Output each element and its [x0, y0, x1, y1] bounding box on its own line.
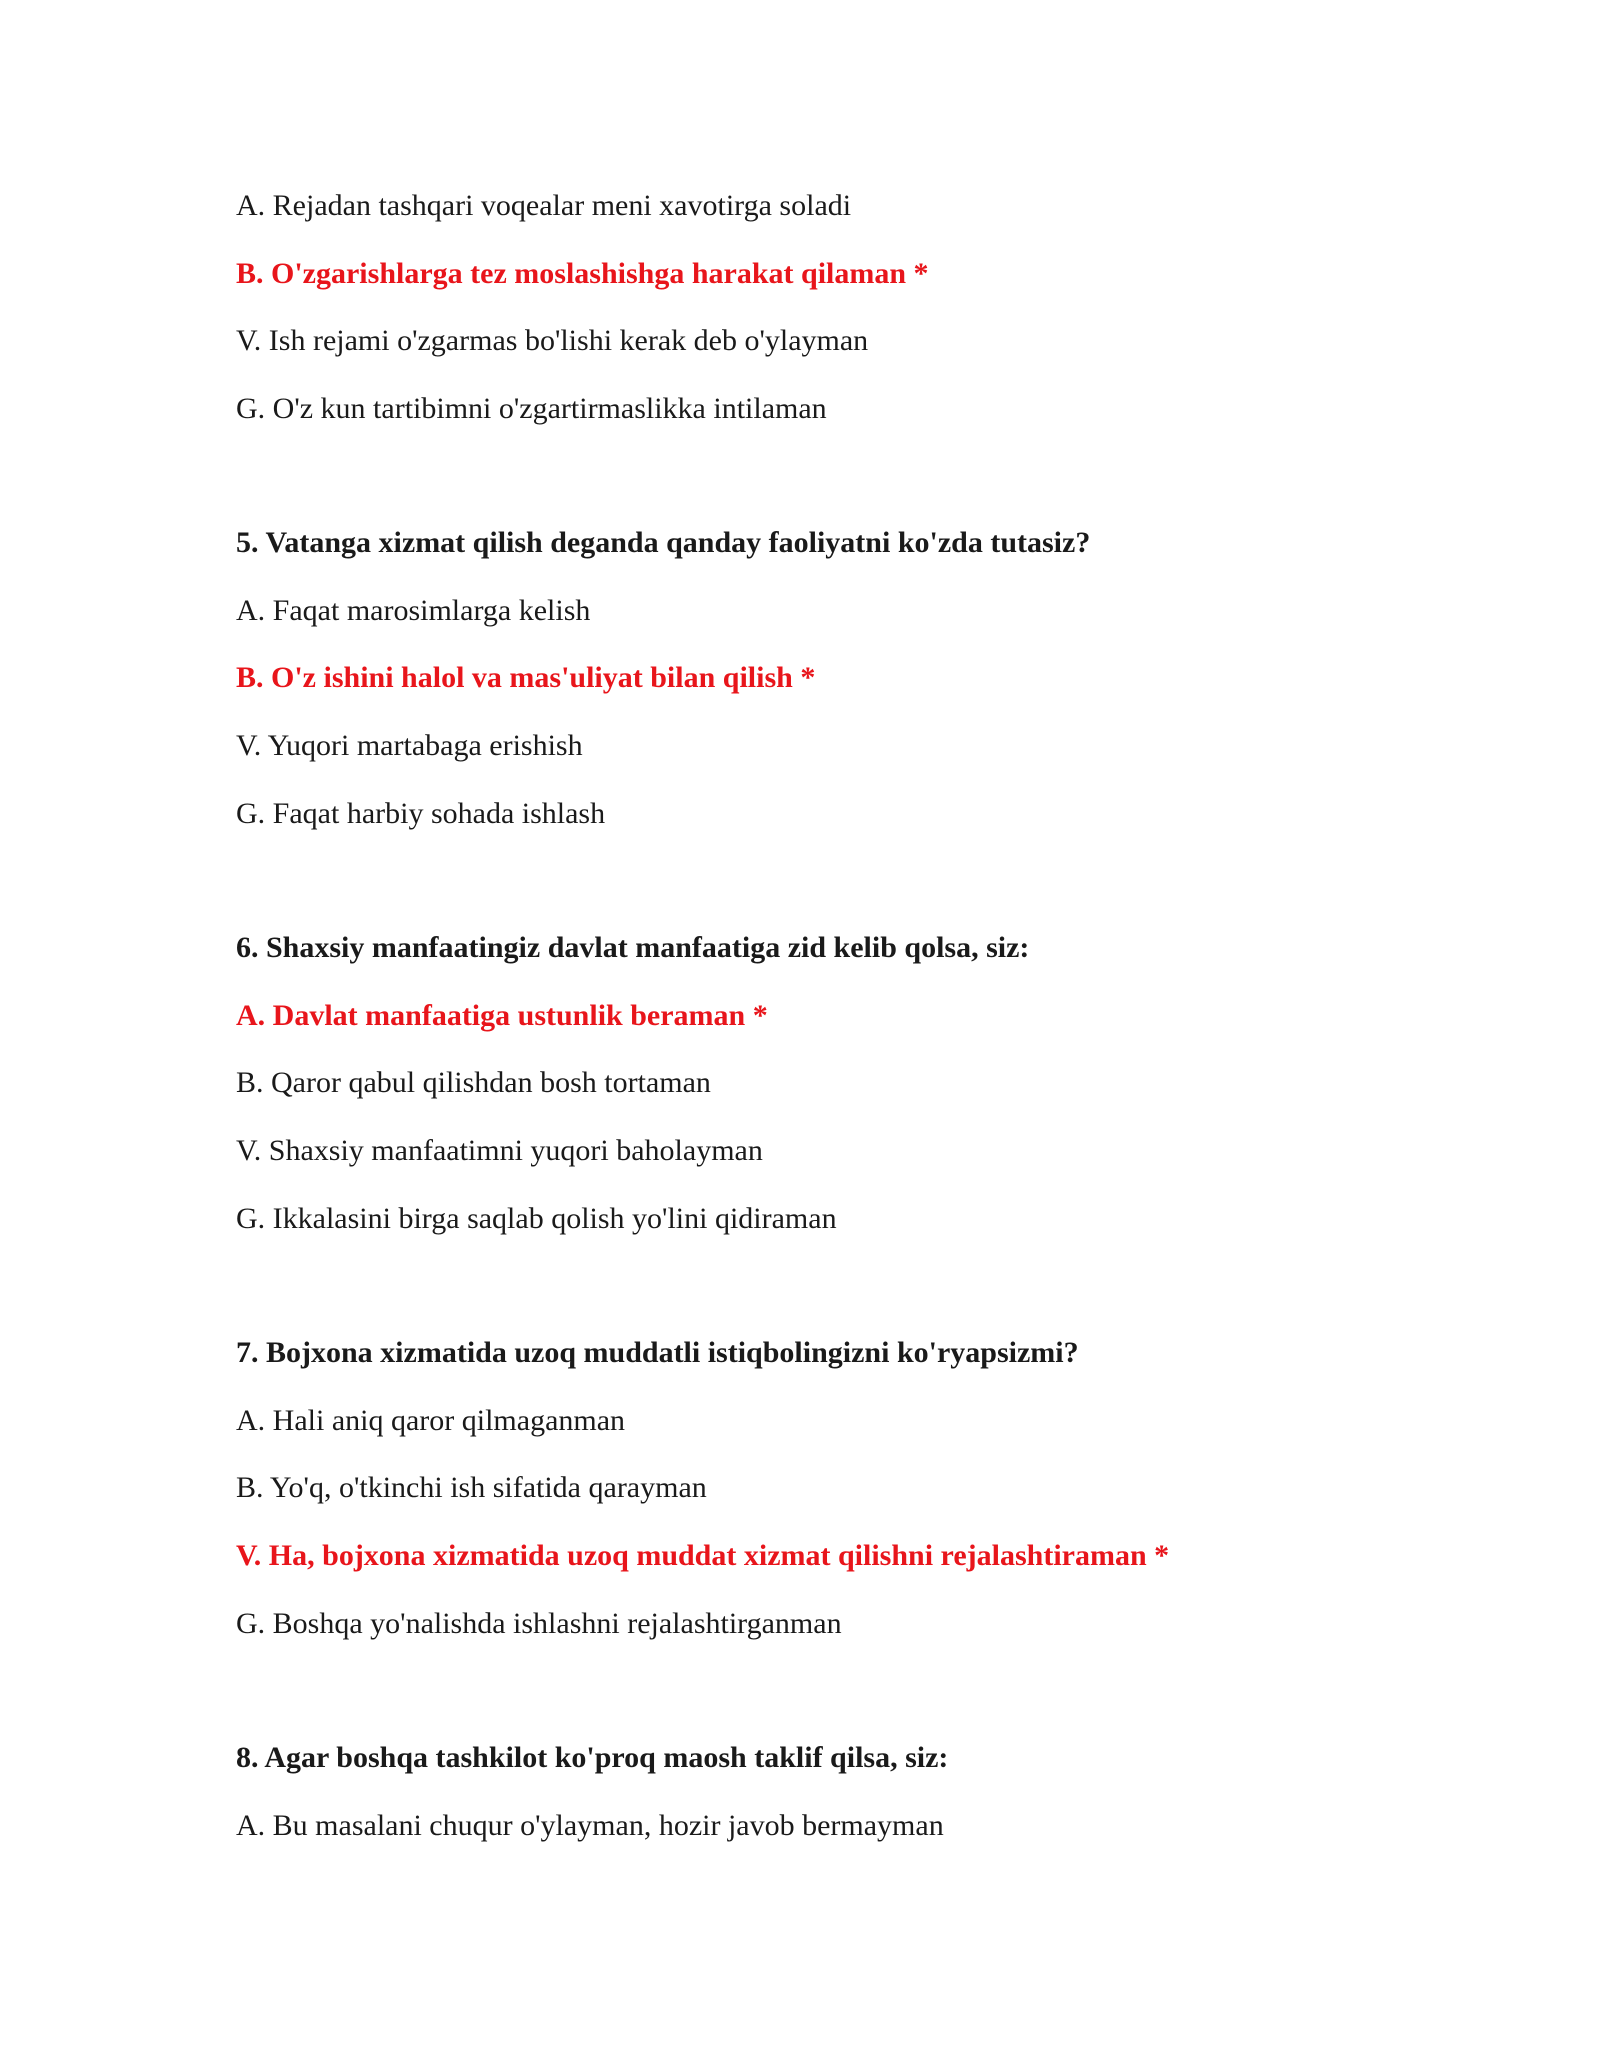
- option-4b-correct: B. O'zgarishlarga tez moslashishga harakat qilaman *: [236, 257, 929, 290]
- option-6b: B. Qaror qabul qilishdan bosh tortaman: [236, 1066, 711, 1099]
- option-6v: V. Shaxsiy manfaatimni yuqori baholayman: [236, 1134, 763, 1167]
- question-7: 7. Bojxona xizmatida uzoq muddatli istiqbolingizni ko'ryapsizmi?: [236, 1336, 1079, 1369]
- option-4a: A. Rejadan tashqari voqealar meni xavotirga soladi: [236, 189, 852, 222]
- question-6: 6. Shaxsiy manfaatingiz davlat manfaatiga zid kelib qolsa, siz:: [236, 931, 1030, 964]
- question-5: 5. Vatanga xizmat qilish deganda qanday faoliyatni ko'zda tutasiz?: [236, 526, 1091, 559]
- option-6g: G. Ikkalasini birga saqlab qolish yo'lini qidiraman: [236, 1202, 837, 1235]
- option-4g: G. O'z kun tartibimni o'zgartirmaslikka intilaman: [236, 392, 827, 425]
- option-5g: G. Faqat harbiy sohada ishlash: [236, 797, 606, 830]
- option-7g: G. Boshqa yo'nalishda ishlashni rejalashtirganman: [236, 1607, 842, 1640]
- option-7b: B. Yo'q, o'tkinchi ish sifatida qarayman: [236, 1471, 707, 1504]
- option-5a: A. Faqat marosimlarga kelish: [236, 594, 591, 627]
- option-5b-correct: B. O'z ishini halol va mas'uliyat bilan qilish *: [236, 661, 816, 694]
- option-8a: A. Bu masalani chuqur o'ylayman, hozir javob bermayman: [236, 1809, 944, 1842]
- option-4v: V. Ish rejami o'zgarmas bo'lishi kerak deb o'ylayman: [236, 324, 869, 357]
- option-7a: A. Hali aniq qaror qilmaganman: [236, 1404, 626, 1437]
- option-6a-correct: A. Davlat manfaatiga ustunlik beraman *: [236, 999, 768, 1032]
- option-5v: V. Yuqori martabaga erishish: [236, 729, 583, 762]
- option-7v-correct: V. Ha, bojxona xizmatida uzoq muddat xizmat qilishni rejalashtiraman *: [236, 1539, 1170, 1572]
- question-8: 8. Agar boshqa tashkilot ko'proq maosh taklif qilsa, siz:: [236, 1741, 949, 1774]
